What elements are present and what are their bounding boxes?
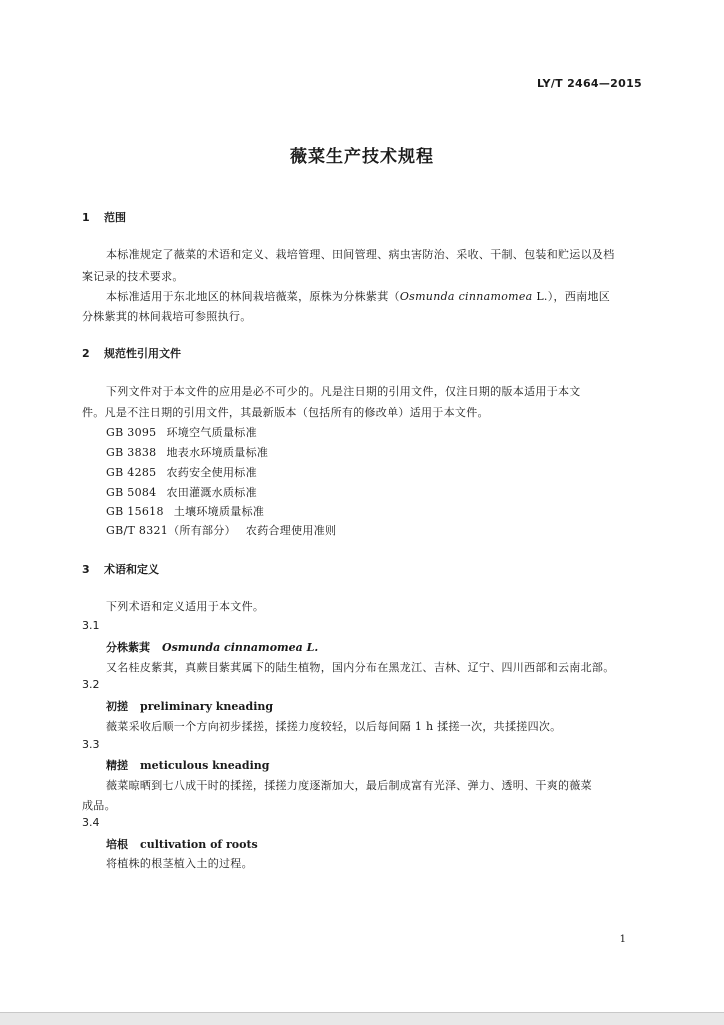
clause-number: 3.4 bbox=[82, 816, 100, 829]
paragraph-line: 下列文件对于本文件的应用是必不可少的。凡是注日期的引用文件，仅注日期的版本适用于本文 bbox=[106, 385, 581, 398]
reference-item: GB 3838 地表水环境质量标准 bbox=[106, 446, 269, 459]
paragraph-line: 本标准适用于东北地区的林间栽培薇菜，原株为分株紫萁（Osmunda cinnamomea L.），西南地区 bbox=[106, 290, 611, 303]
clause-number: 3.3 bbox=[82, 738, 100, 751]
clause-number: 3.1 bbox=[82, 619, 100, 632]
clause-number: 3.2 bbox=[82, 678, 100, 691]
section-heading-terms-and-definitions: 3 术语和定义 bbox=[82, 563, 159, 576]
paragraph-line: 分株紫萁的林间栽培可参照执行。 bbox=[82, 310, 252, 323]
term-definition: 将植株的根茎植入土的过程。 bbox=[106, 857, 253, 870]
paragraph-line: 案记录的技术要求。 bbox=[82, 270, 184, 283]
term-entry: 初搓 preliminary kneading bbox=[106, 700, 274, 713]
section-heading-scope: 1 范围 bbox=[82, 211, 126, 224]
paragraph-line: 本标准规定了薇菜的术语和定义、栽培管理、田间管理、病虫害防治、采收、干制、包装和贮运以及档 bbox=[106, 248, 615, 261]
term-entry: 分株紫萁 Osmunda cinnamomea L. bbox=[106, 641, 319, 654]
term-definition: 薇菜晾晒到七八成干时的揉搓，揉搓力度逐渐加大，最后制成富有光泽、弹力、透明、干爽的薇菜 bbox=[106, 779, 592, 792]
term-definition: 成品。 bbox=[82, 799, 116, 812]
term-entry: 培根 cultivation of roots bbox=[106, 838, 258, 851]
reference-item: GB/T 8321（所有部分） 农药合理使用准则 bbox=[106, 524, 337, 537]
reference-item: GB 3095 环境空气质量标准 bbox=[106, 426, 257, 439]
paragraph-line: 下列术语和定义适用于本文件。 bbox=[106, 600, 265, 613]
reference-item: GB 15618 土壤环境质量标准 bbox=[106, 505, 265, 518]
term-definition: 又名桂皮紫萁，真蕨目紫萁属下的陆生植物，国内分布在黑龙江、吉林、辽宁、四川西部和云南北部。 bbox=[106, 661, 615, 674]
standard-code: LY/T 2464—2015 bbox=[536, 77, 642, 90]
reference-item: GB 4285 农药安全使用标准 bbox=[106, 466, 257, 479]
term-entry: 精搓 meticulous kneading bbox=[106, 759, 270, 772]
page-bottom-edge bbox=[0, 1012, 724, 1025]
reference-item: GB 5084 农田灌溉水质标准 bbox=[106, 486, 257, 499]
term-definition: 薇菜采收后顺一个方向初步揉搓，揉搓力度较轻，以后每间隔 1 h 揉搓一次，共揉搓四次。 bbox=[106, 720, 562, 733]
paragraph-line: 件。凡是不注日期的引用文件，其最新版本（包括所有的修改单）适用于本文件。 bbox=[82, 406, 489, 419]
section-heading-normative-references: 2 规范性引用文件 bbox=[82, 347, 181, 360]
page-number: 1 bbox=[619, 934, 626, 945]
document-title: 薇菜生产技术规程 bbox=[290, 147, 434, 167]
